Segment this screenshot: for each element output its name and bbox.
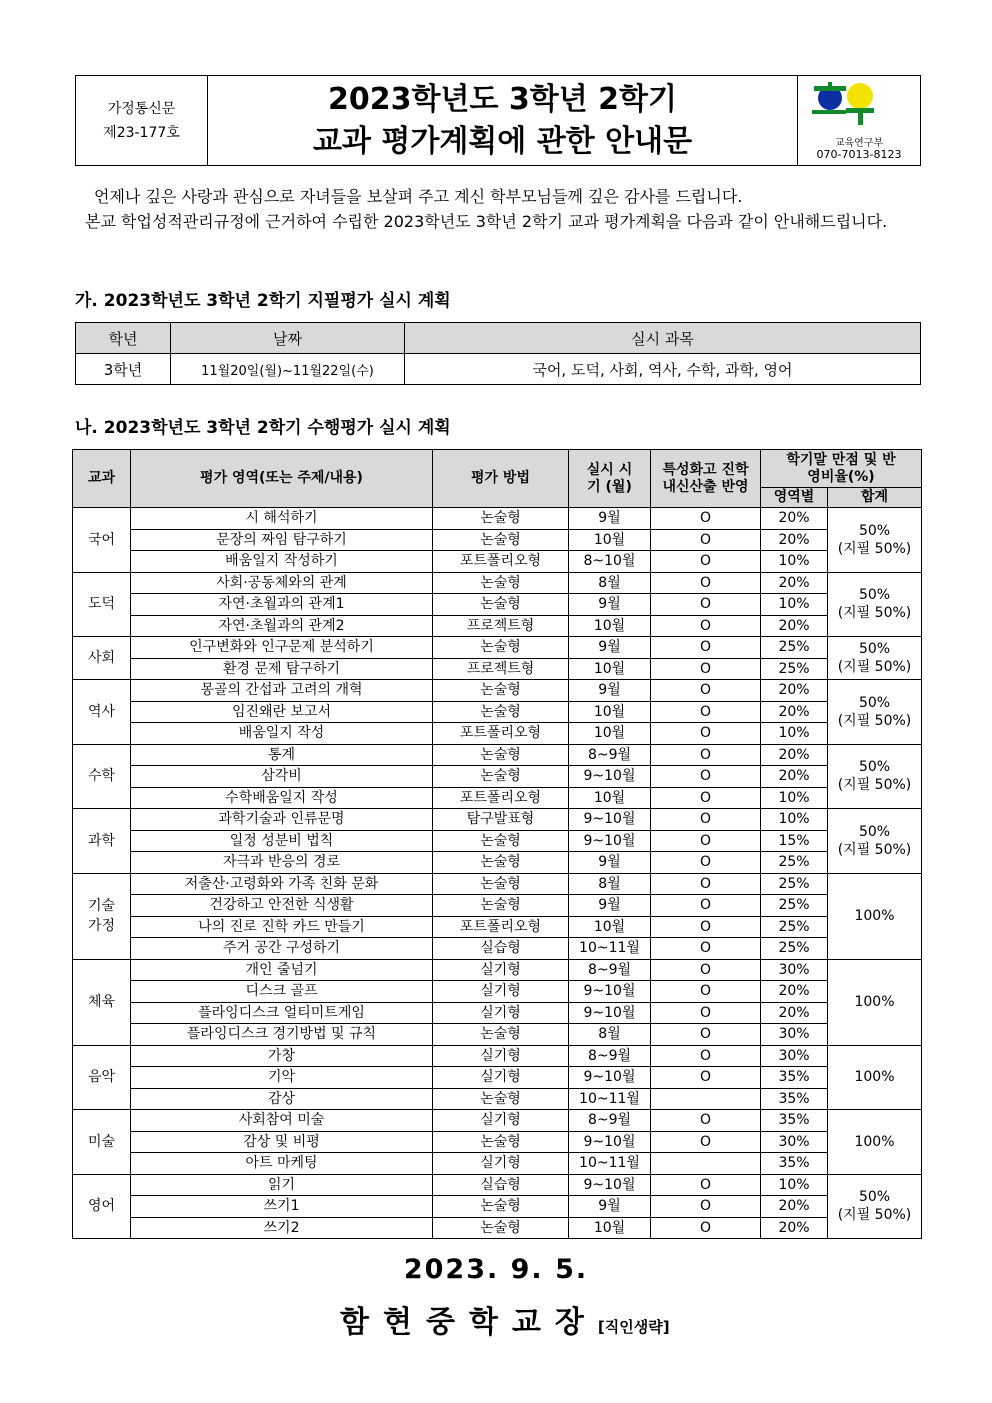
area-cell: 가창	[131, 1045, 433, 1067]
method-cell: 탐구발표형	[433, 809, 569, 831]
special-cell: O	[651, 873, 761, 895]
table-row	[73, 551, 922, 573]
subject-cell: 수학	[73, 744, 131, 809]
method-cell: 실기형	[433, 1153, 569, 1175]
ratio-cell: 20%	[761, 981, 828, 1003]
total-ratio-cell: 50% (지필 50%)	[828, 809, 922, 874]
area-cell: 건강하고 안전한 식생활	[131, 895, 433, 917]
special-cell: O	[651, 551, 761, 573]
special-cell: O	[651, 680, 761, 702]
ratio-cell: 20%	[761, 1196, 828, 1218]
table-row	[73, 766, 922, 788]
subject-cell: 체육	[73, 959, 131, 1045]
dept-phone: 070-7013-8123	[816, 148, 902, 161]
subject-cell: 기술 가정	[73, 873, 131, 959]
ratio-cell: 10%	[761, 1174, 828, 1196]
special-cell: O	[651, 787, 761, 809]
ratio-cell: 20%	[761, 701, 828, 723]
area-cell: 수학배움일지 작성	[131, 787, 433, 809]
table-row	[73, 1196, 922, 1218]
table-row	[73, 1067, 922, 1089]
intro-paragraph-2: 본교 학업성적관리규정에 근거하여 수립한 2023학년도 3학년 2학기 교과 평가계획을 다음과 같이 안내해드립니다.	[85, 212, 888, 231]
special-cell: O	[651, 572, 761, 594]
special-cell: O	[651, 959, 761, 981]
method-cell: 프로젝트형	[433, 658, 569, 680]
method-cell: 논술형	[433, 852, 569, 874]
table-row	[73, 680, 922, 702]
area-cell: 쓰기2	[131, 1217, 433, 1239]
area-cell: 환경 문제 탐구하기	[131, 658, 433, 680]
header-ratio: 학기말 만점 및 반영비율(%)	[761, 450, 922, 488]
subject-cell: 과학	[73, 809, 131, 874]
special-cell: O	[651, 615, 761, 637]
subject-cell: 도덕	[73, 572, 131, 637]
special-cell: O	[651, 508, 761, 530]
table-row	[73, 873, 922, 895]
principal-name: 함현중학교장	[340, 1305, 598, 1340]
time-cell: 9~10월	[569, 830, 651, 852]
special-cell: O	[651, 594, 761, 616]
header-total: 합계	[828, 488, 922, 508]
area-cell: 읽기	[131, 1174, 433, 1196]
special-cell: O	[651, 1045, 761, 1067]
ratio-cell: 20%	[761, 529, 828, 551]
ratio-cell: 30%	[761, 1045, 828, 1067]
method-cell: 논술형	[433, 508, 569, 530]
table-row	[73, 723, 922, 745]
ratio-cell: 20%	[761, 1217, 828, 1239]
special-cell: O	[651, 1174, 761, 1196]
special-cell: O	[651, 1131, 761, 1153]
area-cell: 시 해석하기	[131, 508, 433, 530]
time-cell: 9~10월	[569, 981, 651, 1003]
table-row	[73, 1088, 922, 1110]
table-row	[73, 981, 922, 1003]
special-cell: O	[651, 1110, 761, 1132]
table-row	[73, 1045, 922, 1067]
area-cell: 주거 공간 구성하기	[131, 938, 433, 960]
total-ratio-cell: 50% (지필 50%)	[828, 637, 922, 680]
area-cell: 쓰기1	[131, 1196, 433, 1218]
ratio-cell: 25%	[761, 658, 828, 680]
time-cell: 9~10월	[569, 1067, 651, 1089]
total-ratio-cell: 50% (지필 50%)	[828, 744, 922, 809]
table-row	[73, 508, 922, 530]
area-cell: 배움일지 작성	[131, 723, 433, 745]
total-ratio-cell: 100%	[828, 959, 922, 1045]
special-cell: O	[651, 637, 761, 659]
special-cell: O	[651, 1002, 761, 1024]
time-cell: 8~10월	[569, 551, 651, 573]
time-cell: 9월	[569, 852, 651, 874]
method-cell: 논술형	[433, 1088, 569, 1110]
document-title	[208, 76, 797, 165]
method-cell: 논술형	[433, 1024, 569, 1046]
table-row	[73, 938, 922, 960]
special-cell: O	[651, 830, 761, 852]
issue-date: 2023. 9. 5.	[403, 1254, 589, 1285]
area-cell: 저출산·고령화와 가족 친화 문화	[131, 873, 433, 895]
exam-date: 11월20일(월)~11월22일(수)	[171, 354, 405, 385]
perf-header-row-1	[73, 450, 922, 488]
area-cell: 과학기술과 인류문명	[131, 809, 433, 831]
ratio-cell: 15%	[761, 830, 828, 852]
method-cell: 논술형	[433, 529, 569, 551]
area-cell: 배움일지 작성하기	[131, 551, 433, 573]
ratio-cell: 35%	[761, 1067, 828, 1089]
method-cell: 포트폴리오형	[433, 916, 569, 938]
area-cell: 통계	[131, 744, 433, 766]
table-row	[73, 959, 922, 981]
method-cell: 논술형	[433, 637, 569, 659]
time-cell: 9~10월	[569, 809, 651, 831]
perf-body	[73, 508, 922, 1239]
area-cell: 인구변화와 인구문제 분석하기	[131, 637, 433, 659]
header-each: 영역별	[761, 488, 828, 508]
method-cell: 프로젝트형	[433, 615, 569, 637]
special-cell: O	[651, 766, 761, 788]
header-subjects: 실시 과목	[405, 323, 921, 354]
time-cell: 9월	[569, 1196, 651, 1218]
header-date: 날짜	[171, 323, 405, 354]
time-cell: 10월	[569, 658, 651, 680]
ratio-cell: 30%	[761, 1131, 828, 1153]
ratio-cell: 10%	[761, 723, 828, 745]
table-row	[73, 744, 922, 766]
method-cell: 논술형	[433, 572, 569, 594]
method-cell: 실기형	[433, 981, 569, 1003]
subject-cell: 역사	[73, 680, 131, 745]
ratio-cell: 35%	[761, 1088, 828, 1110]
special-cell: O	[651, 809, 761, 831]
time-cell: 9~10월	[569, 1131, 651, 1153]
newsletter-header	[75, 75, 921, 166]
method-cell: 실기형	[433, 959, 569, 981]
method-cell: 실기형	[433, 1002, 569, 1024]
table-row	[73, 1002, 922, 1024]
title-line-1: 2023학년도 3학년 2학기	[328, 81, 677, 117]
ratio-cell: 25%	[761, 852, 828, 874]
written-exam-header-row	[76, 323, 921, 354]
method-cell: 논술형	[433, 594, 569, 616]
ratio-cell: 10%	[761, 787, 828, 809]
table-row	[73, 1153, 922, 1175]
exam-subjects: 국어, 도덕, 사회, 역사, 수학, 과학, 영어	[405, 354, 921, 385]
time-cell: 10월	[569, 529, 651, 551]
section-2-title: 나. 2023학년도 3학년 2학기 수행평가 실시 계획	[75, 418, 451, 438]
special-cell: O	[651, 852, 761, 874]
dept-name: 교육연구부	[834, 138, 884, 149]
special-cell: O	[651, 658, 761, 680]
special-cell: O	[651, 981, 761, 1003]
special-cell: O	[651, 723, 761, 745]
area-cell: 디스크 골프	[131, 981, 433, 1003]
area-cell: 감상	[131, 1088, 433, 1110]
special-cell: O	[651, 1217, 761, 1239]
table-row	[73, 1024, 922, 1046]
ratio-cell: 25%	[761, 637, 828, 659]
subject-cell: 사회	[73, 637, 131, 680]
method-cell: 논술형	[433, 1196, 569, 1218]
time-cell: 10월	[569, 701, 651, 723]
time-cell: 9월	[569, 594, 651, 616]
time-cell: 8~9월	[569, 1110, 651, 1132]
special-cell: O	[651, 916, 761, 938]
title-line-2: 교과 평가계획에 관한 안내문	[312, 123, 693, 159]
method-cell: 논술형	[433, 895, 569, 917]
total-ratio-cell: 50% (지필 50%)	[828, 1174, 922, 1239]
total-ratio-cell: 50% (지필 50%)	[828, 508, 922, 573]
special-cell: O	[651, 938, 761, 960]
special-cell	[651, 1088, 761, 1110]
area-cell: 삼각비	[131, 766, 433, 788]
method-cell: 논술형	[433, 744, 569, 766]
area-cell: 일정 성분비 법칙	[131, 830, 433, 852]
method-cell: 포트폴리오형	[433, 551, 569, 573]
method-cell: 논술형	[433, 1131, 569, 1153]
ratio-cell: 25%	[761, 938, 828, 960]
ratio-cell: 20%	[761, 1002, 828, 1024]
table-row	[73, 701, 922, 723]
intro-text	[85, 184, 911, 234]
issue-number: 제23-177호	[103, 124, 180, 141]
method-cell: 논술형	[433, 680, 569, 702]
special-cell: O	[651, 1024, 761, 1046]
area-cell: 자연·초월과의 관계2	[131, 615, 433, 637]
method-cell: 실기형	[433, 1110, 569, 1132]
ratio-cell: 25%	[761, 916, 828, 938]
ratio-cell: 30%	[761, 959, 828, 981]
method-cell: 논술형	[433, 766, 569, 788]
method-cell: 논술형	[433, 701, 569, 723]
time-cell: 8~9월	[569, 744, 651, 766]
table-row	[73, 658, 922, 680]
newsletter-label: 가정통신문	[107, 100, 176, 117]
time-cell: 8~9월	[569, 959, 651, 981]
time-cell: 9월	[569, 508, 651, 530]
written-exam-table	[75, 322, 921, 385]
time-cell: 10월	[569, 615, 651, 637]
table-row	[73, 1217, 922, 1239]
method-cell: 포트폴리오형	[433, 787, 569, 809]
header-method: 평가 방법	[433, 450, 569, 508]
area-cell: 나의 진로 진학 카드 만들기	[131, 916, 433, 938]
intro-paragraph-1: 언제나 깊은 사랑과 관심으로 자녀들을 보살펴 주고 계신 학부모님들께 깊은 감사를 드립니다.	[94, 187, 743, 206]
ratio-cell: 20%	[761, 508, 828, 530]
time-cell: 8~9월	[569, 1045, 651, 1067]
time-cell: 10월	[569, 916, 651, 938]
exam-grade: 3학년	[76, 354, 171, 385]
time-cell: 9월	[569, 637, 651, 659]
header-special: 특성화고 진학 내신산출 반영	[651, 450, 761, 508]
ratio-cell: 25%	[761, 895, 828, 917]
ratio-cell: 30%	[761, 1024, 828, 1046]
time-cell: 10~11월	[569, 1088, 651, 1110]
table-row	[73, 572, 922, 594]
table-row	[73, 1110, 922, 1132]
area-cell: 몽골의 간섭과 고려의 개혁	[131, 680, 433, 702]
subject-cell: 음악	[73, 1045, 131, 1110]
special-cell: O	[651, 529, 761, 551]
method-cell: 실기형	[433, 1045, 569, 1067]
time-cell: 9월	[569, 895, 651, 917]
table-row	[73, 916, 922, 938]
table-row	[73, 594, 922, 616]
written-exam-row	[76, 354, 921, 385]
subject-cell: 영어	[73, 1174, 131, 1239]
area-cell: 플라잉디스크 얼티미트게임	[131, 1002, 433, 1024]
area-cell: 임진왜란 보고서	[131, 701, 433, 723]
time-cell: 10월	[569, 1217, 651, 1239]
time-cell: 10~11월	[569, 1153, 651, 1175]
time-cell: 8월	[569, 873, 651, 895]
time-cell: 9~10월	[569, 1002, 651, 1024]
time-cell: 8월	[569, 572, 651, 594]
area-cell: 사회·공동체와의 관계	[131, 572, 433, 594]
ratio-cell: 25%	[761, 873, 828, 895]
ratio-cell: 20%	[761, 615, 828, 637]
method-cell: 포트폴리오형	[433, 723, 569, 745]
area-cell: 감상 및 비평	[131, 1131, 433, 1153]
method-cell: 실습형	[433, 938, 569, 960]
table-row	[73, 895, 922, 917]
time-cell: 8월	[569, 1024, 651, 1046]
area-cell: 문장의 짜임 탐구하기	[131, 529, 433, 551]
table-row	[73, 809, 922, 831]
area-cell: 자연·초월과의 관계1	[131, 594, 433, 616]
time-cell: 9~10월	[569, 766, 651, 788]
area-cell: 사회참여 미술	[131, 1110, 433, 1132]
ratio-cell: 20%	[761, 766, 828, 788]
ratio-cell: 10%	[761, 809, 828, 831]
method-cell: 논술형	[433, 1217, 569, 1239]
area-cell: 자극과 반응의 경로	[131, 852, 433, 874]
header-time: 실시 시기 (월)	[569, 450, 651, 508]
area-cell: 기악	[131, 1067, 433, 1089]
special-cell	[651, 1153, 761, 1175]
total-ratio-cell: 50% (지필 50%)	[828, 680, 922, 745]
seal-omitted: [직인생략]	[597, 1318, 670, 1336]
special-cell: O	[651, 1067, 761, 1089]
issue-box	[76, 76, 208, 165]
ratio-cell: 20%	[761, 680, 828, 702]
header-subject: 교과	[73, 450, 131, 508]
special-cell: O	[651, 1196, 761, 1218]
time-cell: 10월	[569, 787, 651, 809]
table-row	[73, 852, 922, 874]
time-cell: 10~11월	[569, 938, 651, 960]
ratio-cell: 20%	[761, 572, 828, 594]
ratio-cell: 35%	[761, 1153, 828, 1175]
area-cell: 개인 줄넘기	[131, 959, 433, 981]
method-cell: 실습형	[433, 1174, 569, 1196]
table-row	[73, 1174, 922, 1196]
table-row	[73, 1131, 922, 1153]
table-row	[73, 529, 922, 551]
performance-assessment-table	[72, 449, 922, 1239]
school-logo-box	[797, 76, 920, 165]
time-cell: 10월	[569, 723, 651, 745]
ratio-cell: 10%	[761, 551, 828, 573]
table-row	[73, 615, 922, 637]
table-row	[73, 637, 922, 659]
method-cell: 논술형	[433, 873, 569, 895]
time-cell: 9월	[569, 680, 651, 702]
total-ratio-cell: 100%	[828, 1045, 922, 1110]
time-cell: 9~10월	[569, 1174, 651, 1196]
header-grade: 학년	[76, 323, 171, 354]
total-ratio-cell: 100%	[828, 1110, 922, 1175]
area-cell: 플라잉디스크 경기방법 및 규칙	[131, 1024, 433, 1046]
subject-cell: 국어	[73, 508, 131, 573]
total-ratio-cell: 50% (지필 50%)	[828, 572, 922, 637]
area-cell: 아트 마케팅	[131, 1153, 433, 1175]
signature-line	[340, 1297, 670, 1341]
special-cell: O	[651, 701, 761, 723]
subject-cell: 미술	[73, 1110, 131, 1175]
table-row	[73, 787, 922, 809]
special-cell: O	[651, 744, 761, 766]
school-logo-icon	[812, 82, 882, 126]
ratio-cell: 10%	[761, 594, 828, 616]
special-cell: O	[651, 895, 761, 917]
method-cell: 논술형	[433, 830, 569, 852]
ratio-cell: 20%	[761, 744, 828, 766]
ratio-cell: 35%	[761, 1110, 828, 1132]
section-1-title: 가. 2023학년도 3학년 2학기 지필평가 실시 계획	[75, 291, 451, 311]
header-area: 평가 영역(또는 주제/내용)	[131, 450, 433, 508]
method-cell: 실기형	[433, 1067, 569, 1089]
total-ratio-cell: 100%	[828, 873, 922, 959]
table-row	[73, 830, 922, 852]
